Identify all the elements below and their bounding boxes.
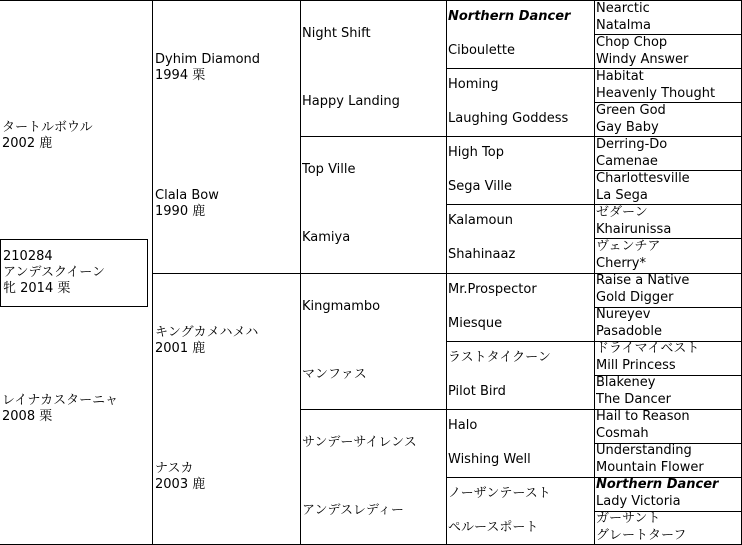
- ancestor-gen4-line: ノーザンテースト: [448, 485, 551, 501]
- ancestor-gen4-line: Mr.Prospector: [448, 281, 537, 297]
- ancestor-gen3: [302, 136, 445, 204]
- ancestor-gen4: [448, 307, 593, 341]
- ancestor-gen5-line: Nureyev: [596, 307, 651, 323]
- ancestor-gen2-line: 1994 栗: [155, 68, 206, 84]
- ancestor-gen3-line: Top Ville: [302, 162, 356, 178]
- ancestor-gen5-line: ガーサント: [596, 511, 661, 527]
- subject-info: 牝 2014 栗: [3, 281, 71, 296]
- ancestor-gen5-line: グレートターフ: [596, 528, 687, 544]
- ancestor-gen3-line: マンファス: [302, 366, 367, 382]
- ancestor-gen5: [596, 494, 741, 511]
- ancestor-gen5-line: Raise a Native: [596, 273, 690, 289]
- ancestor-gen2-line: Clala Bow: [155, 188, 219, 204]
- sire-dam-gen1: [2, 0, 151, 273]
- ancestor-gen5-line: Blakeney: [596, 375, 656, 391]
- ancestor-gen5-line: Habitat: [596, 68, 644, 84]
- ancestor-gen4: [448, 204, 593, 238]
- ancestor-gen2: [155, 136, 299, 272]
- ancestor-gen3-line: アンデスレディー: [302, 502, 404, 518]
- ancestor-gen4: [448, 0, 593, 34]
- ancestor-gen3-line: サンデーサイレンス: [302, 434, 417, 450]
- ancestor-gen2-line: 1990 鹿: [155, 204, 206, 220]
- ancestor-gen4-line: Wishing Well: [448, 451, 531, 467]
- ancestor-gen2: [155, 273, 299, 409]
- ancestor-gen4: [448, 34, 593, 68]
- ancestor-gen5: [596, 136, 741, 153]
- ancestor-gen5: [596, 290, 741, 307]
- ancestor-gen5-line: The Dancer: [596, 392, 672, 408]
- ancestor-gen5-line: Natalma: [596, 17, 651, 33]
- ancestor-gen2-line: 2003 鹿: [155, 476, 206, 492]
- ancestor-gen5-line: Mill Princess: [596, 358, 676, 374]
- ancestor-gen2: [155, 0, 299, 136]
- ancestor-gen4: [448, 238, 593, 272]
- ancestor-gen5: [596, 153, 741, 170]
- sire-dam-gen1-line: タートルボウル: [2, 120, 93, 136]
- subject-id: 210284: [3, 249, 53, 264]
- sire-dam-gen1: [2, 273, 151, 545]
- ancestor-gen4: [448, 511, 593, 545]
- ancestor-gen3-line: Kamiya: [302, 230, 351, 246]
- ancestor-gen3: [302, 68, 445, 136]
- ancestor-gen5-line: ゼダーン: [596, 204, 648, 220]
- ancestor-gen4: [448, 341, 593, 375]
- ancestor-gen5-line: Green God: [596, 102, 666, 118]
- ancestor-gen4-line: Laughing Goddess: [448, 111, 569, 127]
- ancestor-gen5: [596, 307, 741, 324]
- ancestor-gen4: [448, 477, 593, 511]
- ancestor-gen4-line: Pilot Bird: [448, 383, 506, 399]
- ancestor-gen5: [596, 34, 741, 51]
- ancestor-gen5: [596, 273, 741, 290]
- ancestor-gen2-line: ナスカ: [155, 460, 194, 476]
- ancestor-gen4-line: Kalamoun: [448, 213, 513, 229]
- ancestor-gen5: [596, 477, 741, 494]
- ancestor-gen3-line: Kingmambo: [302, 298, 381, 314]
- ancestor-gen5-line: Northern Dancer: [596, 477, 719, 493]
- ancestor-gen5: [596, 17, 741, 34]
- ancestor-gen4-line: Ciboulette: [448, 43, 515, 59]
- ancestor-gen4-line: Northern Dancer: [448, 9, 571, 25]
- ancestor-gen3-line: Happy Landing: [302, 94, 400, 110]
- ancestor-gen2-line: キングカメハメハ: [155, 324, 259, 340]
- ancestor-gen3: [302, 477, 445, 545]
- ancestor-gen3-line: Night Shift: [302, 26, 371, 42]
- ancestor-gen4: [448, 68, 593, 102]
- ancestor-gen5-line: Charlottesville: [596, 170, 690, 186]
- ancestor-gen4: [448, 443, 593, 477]
- ancestor-gen3: [302, 204, 445, 272]
- ancestor-gen5-line: Chop Chop: [596, 34, 668, 50]
- ancestor-gen5-line: Lady Victoria: [596, 494, 681, 510]
- ancestor-gen5-line: Hail to Reason: [596, 409, 690, 425]
- ancestor-gen4: [448, 375, 593, 409]
- ancestor-gen2-line: Dyhim Diamond: [155, 52, 261, 68]
- ancestor-gen3: [302, 0, 445, 68]
- ancestor-gen5-line: Understanding: [596, 443, 692, 459]
- ancestor-gen3: [302, 341, 445, 409]
- ancestor-gen5-line: ドライマイベスト: [596, 341, 700, 357]
- ancestor-gen5-line: Pasadoble: [596, 324, 663, 340]
- ancestor-gen5: [596, 409, 741, 426]
- ancestor-gen4: [448, 273, 593, 307]
- subject-name: アンデスクイーン: [3, 265, 106, 280]
- ancestor-gen5-line: Mountain Flower: [596, 460, 704, 476]
- ancestor-gen4: [448, 409, 593, 443]
- ancestor-gen5: [596, 119, 741, 136]
- ancestor-gen5-line: Windy Answer: [596, 51, 689, 67]
- ancestor-gen5: [596, 443, 741, 460]
- ancestor-gen4: [448, 102, 593, 136]
- ancestor-gen5: [596, 0, 741, 17]
- ancestor-gen5-line: Nearctic: [596, 0, 650, 16]
- ancestor-gen4-line: High Top: [448, 145, 504, 161]
- ancestor-gen5-line: Camenae: [596, 153, 658, 169]
- ancestor-gen2: [155, 409, 299, 545]
- sire-dam-gen1-line: 2008 栗: [2, 408, 53, 424]
- sire-dam-gen1-line: 2002 鹿: [2, 136, 53, 152]
- ancestor-gen5-line: ヴェンチア: [596, 238, 661, 254]
- ancestor-gen4-line: Miesque: [448, 315, 503, 331]
- ancestor-gen2-line: 2001 鹿: [155, 340, 206, 356]
- ancestor-gen4-line: Sega Ville: [448, 179, 513, 195]
- ancestor-gen4-line: ラストタイクーン: [448, 349, 551, 365]
- ancestor-gen5-line: Gold Digger: [596, 290, 674, 306]
- ancestor-gen5: [596, 221, 741, 238]
- ancestor-gen5: [596, 341, 741, 358]
- ancestor-gen5-line: Cosmah: [596, 426, 649, 442]
- ancestor-gen5: [596, 511, 741, 528]
- ancestor-gen4-line: Homing: [448, 77, 499, 93]
- ancestor-gen5: [596, 324, 741, 341]
- ancestor-gen4: [448, 170, 593, 204]
- subject-horse-box: [0, 239, 148, 307]
- ancestor-gen5-line: Heavenly Thought: [596, 85, 716, 101]
- ancestor-gen5-line: Gay Baby: [596, 119, 659, 135]
- ancestor-gen5: [596, 170, 741, 187]
- ancestor-gen3: [302, 273, 445, 341]
- ancestor-gen5: [596, 528, 741, 545]
- ancestor-gen5: [596, 255, 741, 272]
- ancestor-gen5-line: Derring-Do: [596, 136, 668, 152]
- sire-dam-gen1-line: レイナカスターニャ: [2, 392, 119, 408]
- ancestor-gen5-line: Khairunissa: [596, 221, 672, 237]
- ancestor-gen5: [596, 51, 741, 68]
- ancestor-gen5: [596, 102, 741, 119]
- ancestor-gen5: [596, 375, 741, 392]
- ancestor-gen4-line: ペルースポート: [448, 519, 539, 535]
- ancestor-gen5: [596, 426, 741, 443]
- ancestor-gen5: [596, 460, 741, 477]
- ancestor-gen4-line: Shahinaaz: [448, 247, 516, 263]
- ancestor-gen4-line: Halo: [448, 417, 478, 433]
- ancestor-gen5: [596, 204, 741, 221]
- ancestor-gen5-line: Cherry*: [596, 255, 646, 271]
- ancestor-gen5: [596, 358, 741, 375]
- ancestor-gen5: [596, 85, 741, 102]
- ancestor-gen5: [596, 68, 741, 85]
- ancestor-gen5: [596, 392, 741, 409]
- ancestor-gen5: [596, 238, 741, 255]
- ancestor-gen3: [302, 409, 445, 477]
- ancestor-gen4: [448, 136, 593, 170]
- ancestor-gen5-line: La Sega: [596, 187, 648, 203]
- ancestor-gen5: [596, 187, 741, 204]
